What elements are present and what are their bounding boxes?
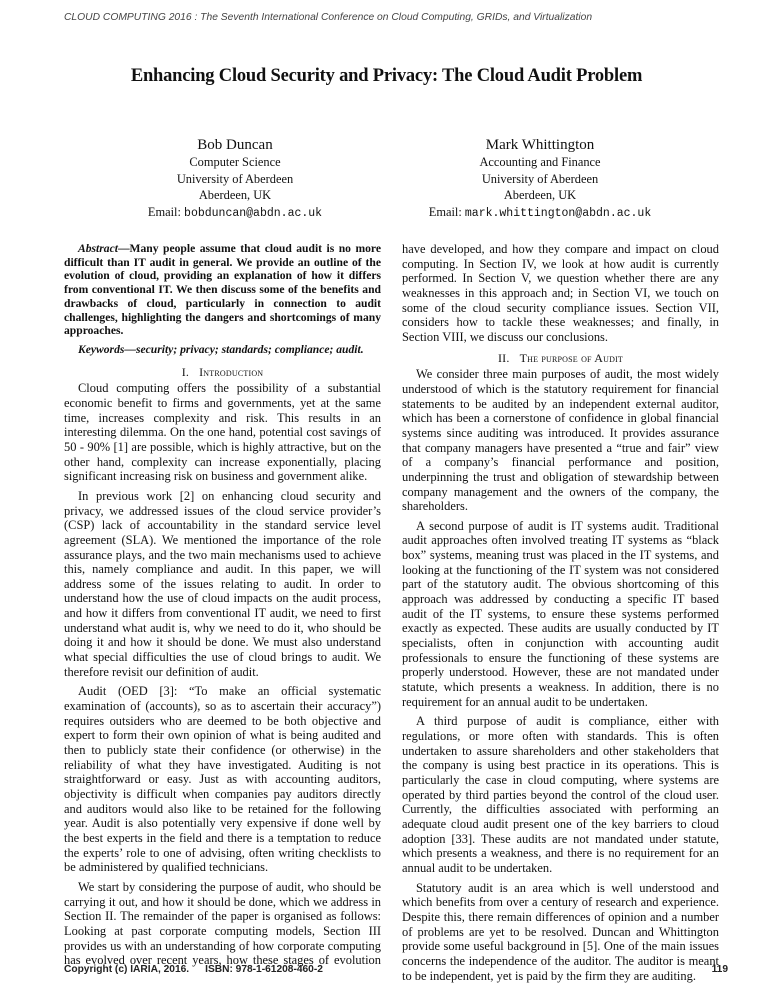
author-institution: University of Aberdeen — [481, 171, 599, 186]
copyright: Copyright (c) IARIA, 2016. — [64, 964, 190, 975]
author-location: Aberdeen, UK — [503, 188, 577, 203]
section-heading-introduction: I. Introduction — [181, 364, 264, 379]
keywords — [64, 343, 381, 357]
section-heading-purpose-of-audit: II. The purpose of Audit — [497, 350, 624, 365]
paragraph: Cloud computing offers the possibility of a substantial economic benefit to firms and governments, yet at the same time, increases complexity and risk. This results in an interesting dilemma. On the one hand, potential cost savings of 50 - 90% [1] are possible, which is highly attractive, but on the other hand, complexity can increase exponentially, placing significant increasing risk on business and government alike. — [64, 381, 381, 484]
author-institution: University of Aberdeen — [176, 171, 294, 186]
abstract — [64, 242, 381, 338]
author-email-line — [125, 204, 345, 223]
page-number: 119 — [711, 964, 728, 975]
author-email-line — [390, 204, 690, 223]
page-footer — [64, 964, 728, 975]
paragraph: A third purpose of audit is compliance, either with regulations, or more often with standards. This is often undertaken to assure shareholders and other stakeholders that the company is using best practice in its operations. This is particularly the case in cloud computing, where systems are operated by third parties beyond the control of the cloud user. Currently, the difficulties associated with performing an adequate cloud audit present one of the key barriers to cloud adoption [33]. These audits are not mandated under statute, which presents a weakness, and there is no requirement for an annual audit to be undertaken. — [402, 714, 719, 875]
author-block — [125, 136, 345, 222]
author-email-link[interactable]: mark.whittington@abdn.ac.uk — [464, 206, 652, 220]
keywords-text: —security; privacy; standards; compliance; audit. — [124, 342, 364, 356]
abstract-text: —Many people assume that cloud audit is no more difficult than IT audit in general. We provide an outline of the evolution of cloud, providing an explanation of how it differs from conventional IT. We then discuss some of the benefits and drawbacks of cloud, particularly in connection to audit challenges, highlighting the dangers and shortcomings of many approaches. — [64, 242, 381, 338]
author-email-link[interactable]: bobduncan@abdn.ac.uk — [184, 206, 323, 220]
left-column — [64, 242, 381, 973]
email-label: Email: — [428, 204, 465, 219]
paragraph: We start by considering the purpose of audit, who should be carrying it out, and how it should be done, which we address in Section II. The remainder of the paper is organised as follows: Looking at past corporate computing models, Section III provides us with an understanding of how corporate computing has evolved over recent years, how these stages of evolution — [64, 879, 381, 968]
paragraph: Statutory audit is an area which is well understood and which benefits from over a century of research and experience. Despite this, there remain differences of opinion and a number of problems are yet to be resolved. Duncan and Whittington provide some useful background in [5]. One of the main issues concerns the independence of the auditor. The auditor is meant to be independent, yet is paid by the firm they are auditing. — [402, 880, 719, 983]
right-column — [402, 242, 719, 988]
author-department: Accounting and Finance — [479, 155, 601, 169]
paragraph-continued: have developed, and how they compare and impact on cloud computing. In Section IV, we look at how audit is currently performed. In Section V, we question whether there are any weaknesses in this approach and; in Section VI, we touch on some of the cloud security compliance issues. Section VII, considers how to tackle these weaknesses; and finally, in Section VIII, we discuss our conclusions. — [402, 242, 719, 344]
abstract-label: Abstract — [78, 242, 118, 255]
paragraph: In previous work [2] on enhancing cloud security and privacy, we addressed issues of the cloud service provider’s (CSP) lack of accountability in the standard service level agreement (SLA). We mentioned the importance of the role assurance plays, and the two main mechanisms used to achieve this, namely compliance and audit. In this paper, we will address some of the issues relating to audit. In order to understand how the use of cloud impacts on the audit process, and how it differs from conventional IT audit, we need to first understand what audit is, why we need to do it, who should be doing it and how it should be done. We must also understand what special difficulties the use of cloud brings to audit. We therefore revisit our definition of audit. — [64, 488, 381, 679]
paragraph: A second purpose of audit is IT systems audit. Traditional audit approaches often involved treating IT systems as “black box” systems, meaning trust was placed in the IT systems, and looking at the functioning of the IT system was not considered part of the statutory audit. The obvious shortcoming of this approach was addressed by conducting a specific IT based audit of the IT systems, to ensure these systems performed exactly as expected. These audits are usually conducted by IT specialists, often in conjunction with accounting audit professionals to ensure the functioning of these systems are properly understood. However, these are not mandated under statute, which presents a weakness. In addition, there is no requirement for an annual audit to be undertaken. — [402, 518, 719, 709]
author-department: Computer Science — [189, 155, 281, 169]
author-name: Bob Duncan — [197, 137, 273, 153]
isbn: ISBN: 978-1-61208-460-2 — [205, 964, 323, 975]
author-block — [390, 136, 690, 222]
author-name: Mark Whittington — [485, 137, 595, 153]
paper-title: Enhancing Cloud Security and Privacy: The Cloud Audit Problem — [130, 66, 643, 86]
paragraph: Audit (OED [3]: “To make an official systematic examination of (accounts), so as to ascertain their accuracy”) requires outsiders who are deemed to be both objective and expert to form their own opinion of what is being audited and then to publicly state their confidence (or otherwise) in the reliability of what they have investigated. Auditing is not straightforward or easy. Just as with accounting auditors, objectivity is difficult when companies pay auditors directly and auditors would also like to be retained for the following year. Audit is also potentially very expensive if done well by the best experts in the field and there is a temptation to reduce the experts’ role to one of advising, often writing checklists to be administered by qualified technicians. — [64, 684, 381, 875]
email-label: Email: — [147, 204, 185, 219]
conference-header: CLOUD COMPUTING 2016 : The Seventh International Conference on Cloud Computing, GRIDs, and Virtualization — [64, 12, 593, 23]
author-location: Aberdeen, UK — [198, 188, 272, 203]
paragraph: We consider three main purposes of audit, the most widely understood of which is the statutory requirement for financial statements to be audited by an independent external auditor, which has been a cornerstone of confidence in global financial systems since auditing was introduced. It provides assurance that company managers have presented a “true and fair” view of a company’s financial performance and position, underpinning the trust and obligation of stewardship between company management and the owners of the company, the shareholders. — [402, 367, 719, 514]
keywords-label: Keywords — [78, 342, 125, 356]
